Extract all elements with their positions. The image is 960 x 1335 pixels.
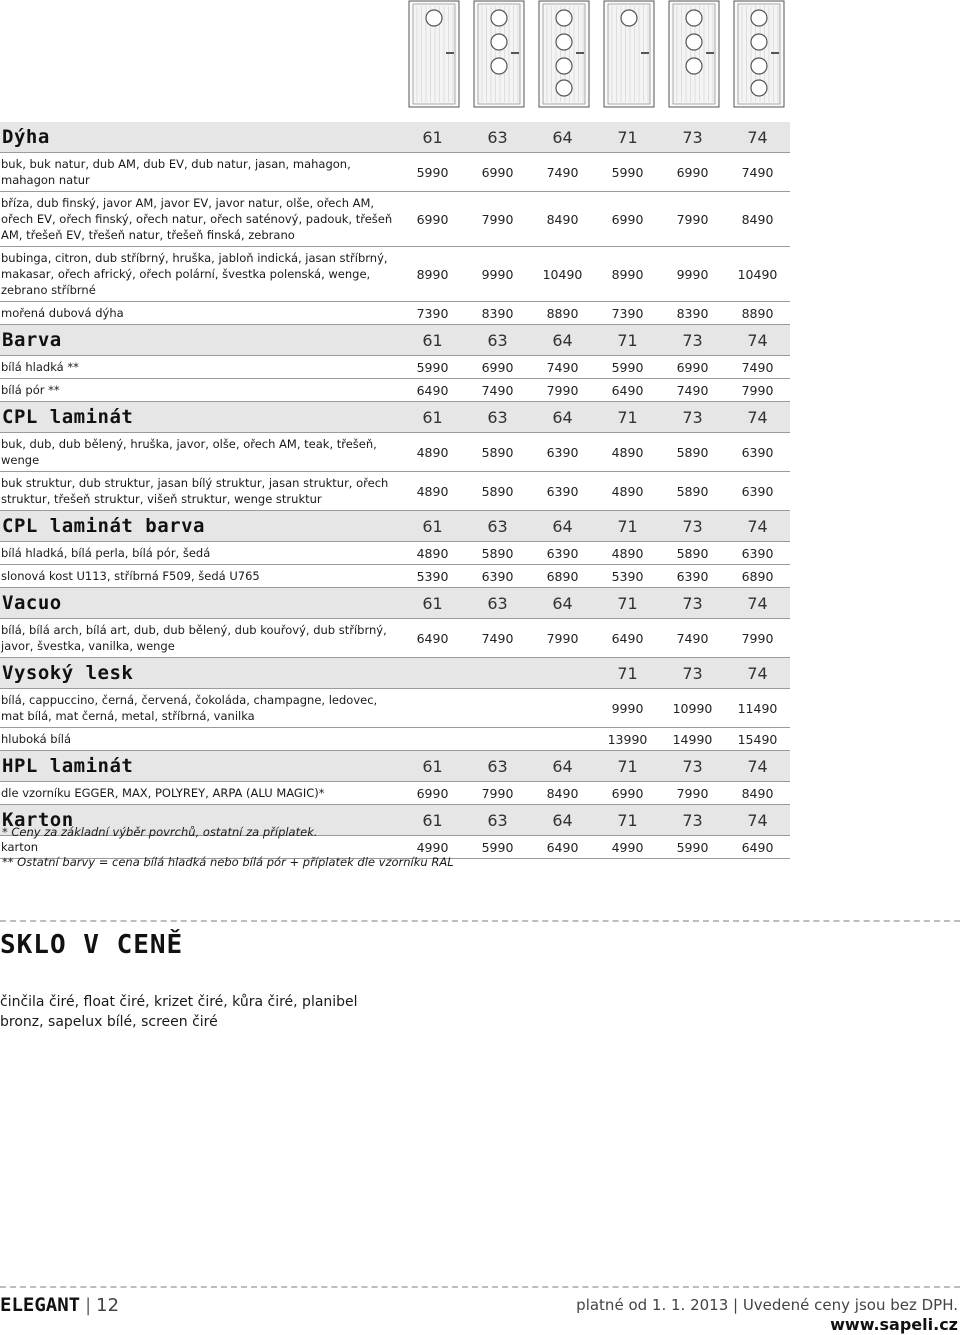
price-cell: 6890 [741, 568, 774, 584]
section-header [0, 658, 790, 689]
price-cell: 6990 [676, 359, 709, 375]
price-row [0, 153, 790, 192]
model-column-header: 61 [422, 756, 443, 776]
section-header [0, 588, 790, 619]
surface-variants: buk, buk natur, dub AM, dub EV, dub natur, jasan, mahagon, mahagon natur [1, 157, 351, 187]
model-column-header: 61 [422, 516, 443, 536]
door-handle [771, 52, 779, 54]
section-header [0, 751, 790, 782]
price-row [0, 379, 790, 402]
model-column-header: 61 [422, 127, 443, 147]
surface-variants: hluboká bílá [1, 732, 72, 746]
glass-title: SKLO V CENĚ [0, 930, 184, 960]
price-cell: 11490 [737, 700, 778, 716]
price-cell: 5990 [481, 839, 514, 855]
price-cell: 6490 [416, 382, 449, 398]
porthole-window [556, 80, 572, 96]
porthole-window [751, 34, 767, 50]
model-column-header: 71 [617, 407, 638, 427]
price-cell: 8990 [416, 266, 449, 282]
porthole-window [491, 34, 507, 50]
surface-variants: mořená dubová dýha [1, 306, 124, 320]
model-column-header: 64 [552, 810, 573, 830]
model-column-header: 73 [682, 407, 703, 427]
price-cell: 8890 [741, 305, 774, 321]
porthole-window [751, 58, 767, 74]
price-cell: 6390 [741, 483, 774, 499]
door-illustrations [400, 0, 790, 110]
price-cell: 8890 [546, 305, 579, 321]
price-cell: 9990 [481, 266, 514, 282]
price-cell: 6390 [481, 568, 514, 584]
surface-variants: buk, dub, dub bělený, hruška, javor, olše, ořech AM, teak, třešeň, wenge [1, 437, 377, 467]
model-column-header: 61 [422, 407, 443, 427]
door-model-71-icon [603, 0, 655, 108]
price-cell: 5390 [416, 568, 449, 584]
price-cell: 8390 [481, 305, 514, 321]
price-cell: 6990 [481, 359, 514, 375]
model-column-header [465, 664, 530, 683]
price-cell: 8990 [611, 266, 644, 282]
price-cell: 7490 [741, 359, 774, 375]
porthole-window [751, 80, 767, 96]
price-cell: 6490 [416, 630, 449, 646]
price-cell: 7390 [416, 305, 449, 321]
price-cell: 6990 [416, 785, 449, 801]
surface-variants: slonová kost U113, stříbrná F509, šedá U765 [1, 569, 260, 583]
price-cell: 6890 [546, 568, 579, 584]
price-cell: 9990 [676, 266, 709, 282]
price-row [0, 689, 790, 728]
price-cell: 5990 [416, 164, 449, 180]
model-column-header: 63 [487, 593, 508, 613]
model-column-header: 63 [487, 127, 508, 147]
price-cell: 7490 [546, 359, 579, 375]
price-cell: 6390 [676, 568, 709, 584]
model-column-header: 61 [422, 593, 443, 613]
porthole-window [426, 10, 442, 26]
porthole-window [491, 58, 507, 74]
model-column-header: 74 [747, 756, 768, 776]
price-cell: 7990 [546, 382, 579, 398]
section-title: Barva [2, 329, 62, 351]
model-column-header: 71 [617, 127, 638, 147]
model-column-header: 64 [552, 330, 573, 350]
model-column-header: 63 [487, 516, 508, 536]
model-column-header: 74 [747, 407, 768, 427]
surface-variants: bílá hladká, bílá perla, bílá pór, šedá [1, 546, 211, 560]
model-column-header: 71 [617, 663, 638, 683]
surface-variants: buk struktur, dub struktur, jasan bílý struktur, jasan struktur, ořech struktur, třešeň struktur, višeň struktur, wenge struktur [1, 476, 389, 506]
porthole-window [686, 10, 702, 26]
price-cell: 5990 [416, 359, 449, 375]
price-cell: 6390 [546, 483, 579, 499]
section-title: Dýha [2, 126, 50, 148]
price-cell: 5890 [481, 483, 514, 499]
door-model-74-icon [733, 0, 785, 108]
model-column-header: 74 [747, 516, 768, 536]
footnotes [0, 825, 454, 885]
door-handle [511, 52, 519, 54]
price-cell: 7990 [481, 785, 514, 801]
price-cell: 5890 [676, 444, 709, 460]
model-column-header: 71 [617, 593, 638, 613]
porthole-window [556, 34, 572, 50]
price-cell: 8490 [546, 211, 579, 227]
price-cell: 6490 [611, 382, 644, 398]
price-cell: 4890 [611, 545, 644, 561]
model-column-header: 63 [487, 810, 508, 830]
model-column-header: 73 [682, 516, 703, 536]
price-cell: 7990 [546, 630, 579, 646]
price-cell: 6990 [611, 211, 644, 227]
section-title: CPL laminát barva [2, 515, 205, 537]
surface-variants: karton [1, 840, 39, 854]
model-column-header: 64 [552, 756, 573, 776]
price-cell: 7990 [741, 382, 774, 398]
surface-variants: bříza, dub finský, javor AM, javor EV, javor natur, olše, ořech AM, ořech EV, ořech finský, ořech natur, ořech saténový, padouk, třešeň AM, třešeň EV, třešeň natur, třešeň finská, zebrano [1, 196, 393, 242]
price-cell: 8490 [741, 211, 774, 227]
price-cell: 5990 [611, 164, 644, 180]
model-column-header: 71 [617, 810, 638, 830]
model-column-header: 61 [422, 330, 443, 350]
model-column-header: 73 [682, 756, 703, 776]
model-column-header: 71 [617, 330, 638, 350]
surface-variants: bílá, cappuccino, černá, červená, čokoláda, champagne, ledovec, mat bílá, mat černá, metal, stříbrná, vanilka [1, 693, 378, 723]
model-column-header [400, 664, 465, 683]
price-cell: 4890 [416, 444, 449, 460]
price-cell: 10490 [542, 266, 583, 282]
price-row [0, 619, 790, 658]
price-cell: 4890 [416, 483, 449, 499]
price-cell: 5890 [481, 444, 514, 460]
price-cell: 5990 [676, 839, 709, 855]
model-column-header: 64 [552, 407, 573, 427]
porthole-window [751, 10, 767, 26]
surface-variants: bílá, bílá arch, bílá art, dub, dub bělený, dub kouřový, dub stříbrný, javor, švestka, vanilka, wenge [1, 623, 387, 653]
price-cell: 7490 [676, 630, 709, 646]
section-title: HPL laminát [2, 755, 134, 777]
section-header [0, 402, 790, 433]
price-cell: 8390 [676, 305, 709, 321]
model-column-header: 71 [617, 516, 638, 536]
price-cell: 4990 [611, 839, 644, 855]
model-column-header: 73 [682, 330, 703, 350]
price-cell: 5390 [611, 568, 644, 584]
price-row [0, 192, 790, 247]
price-cell: 7990 [481, 211, 514, 227]
price-cell: 7390 [611, 305, 644, 321]
model-column-header: 71 [617, 756, 638, 776]
price-cell: 4890 [416, 545, 449, 561]
brand-separator: | [85, 1294, 92, 1316]
price-cell: 8490 [741, 785, 774, 801]
brand-name: ELEGANT [0, 1294, 81, 1316]
model-column-header: 73 [682, 810, 703, 830]
price-cell: 6990 [611, 785, 644, 801]
price-cell: 10990 [672, 700, 713, 716]
model-column-header: 74 [747, 593, 768, 613]
price-cell: 15490 [737, 731, 778, 747]
price-cell: 14990 [672, 731, 713, 747]
door-model-61-icon [408, 0, 460, 108]
door-model-64-icon [538, 0, 590, 108]
price-cell: 5990 [611, 359, 644, 375]
price-validity-note: platné od 1. 1. 2013 | Uvedené ceny jsou bez DPH. [576, 1296, 958, 1314]
price-cell: 5890 [676, 483, 709, 499]
price-row [0, 302, 790, 325]
price-cell: 6490 [546, 839, 579, 855]
porthole-window [686, 58, 702, 74]
model-column-header [530, 664, 595, 683]
footer-brand [0, 1294, 119, 1316]
price-cell: 4890 [611, 444, 644, 460]
price-cell: 4890 [611, 483, 644, 499]
price-cell: 6390 [741, 444, 774, 460]
price-cell: 6390 [741, 545, 774, 561]
surface-variants: bílá hladká ** [1, 360, 79, 374]
porthole-window [556, 10, 572, 26]
page-number: 12 [96, 1294, 120, 1316]
door-model-73-icon [668, 0, 720, 108]
price-cell: 7990 [676, 785, 709, 801]
website-link[interactable]: www.sapeli.cz [830, 1315, 958, 1334]
footer-divider [0, 1286, 960, 1288]
porthole-window [491, 10, 507, 26]
model-column-header: 74 [747, 330, 768, 350]
model-column-header: 61 [422, 810, 443, 830]
price-cell: 7990 [741, 630, 774, 646]
price-cell: 9990 [611, 700, 644, 716]
model-column-header: 73 [682, 663, 703, 683]
price-row [0, 728, 790, 751]
price-cell: 6490 [611, 630, 644, 646]
price-cell: 7490 [741, 164, 774, 180]
price-cell: 5890 [481, 545, 514, 561]
price-row [0, 565, 790, 588]
price-cell: 6390 [546, 545, 579, 561]
price-row [0, 472, 790, 511]
porthole-window [621, 10, 637, 26]
price-cell: 7490 [676, 382, 709, 398]
price-cell: 6490 [741, 839, 774, 855]
price-cell: 7990 [676, 211, 709, 227]
price-cell: 13990 [607, 731, 648, 747]
surface-variants: dle vzorníku EGGER, MAX, POLYREY, ARPA (ALU MAGIC)* [1, 786, 325, 800]
model-column-header: 64 [552, 516, 573, 536]
price-cell: 6990 [481, 164, 514, 180]
price-cell: 4990 [416, 839, 449, 855]
section-header [0, 122, 790, 153]
price-cell: 6390 [546, 444, 579, 460]
price-cell: 5890 [676, 545, 709, 561]
section-title: Karton [2, 809, 74, 831]
price-cell: 6990 [416, 211, 449, 227]
price-row [0, 247, 790, 302]
porthole-window [556, 58, 572, 74]
surface-variants: bílá pór ** [1, 383, 60, 397]
model-column-header: 64 [552, 127, 573, 147]
price-row [0, 782, 790, 805]
model-column-header: 64 [552, 593, 573, 613]
price-row [0, 542, 790, 565]
model-column-header: 63 [487, 330, 508, 350]
section-header [0, 511, 790, 542]
footnote-1: * Ceny za základní výběr povrchů, ostatní za příplatek. [2, 825, 318, 839]
price-cell: 10490 [737, 266, 778, 282]
price-cell: 8490 [546, 785, 579, 801]
model-column-header: 74 [747, 810, 768, 830]
price-row [0, 356, 790, 379]
model-column-header: 63 [487, 756, 508, 776]
glass-description: činčila čiré, float čiré, krizet čiré, kůra čiré, planibel bronz, sapelux bílé, screen čiré [0, 994, 358, 1030]
footnote-2: ** Ostatní barvy = cena bílá hladká nebo bílá pór + příplatek dle vzorníku RAL [2, 855, 454, 869]
section-title: Vysoký lesk [2, 662, 134, 684]
door-handle [576, 52, 584, 54]
door-handle [641, 52, 649, 54]
door-handle [706, 52, 714, 54]
section-title: CPL laminát [2, 406, 134, 428]
surface-variants: bubinga, citron, dub stříbrný, hruška, jabloň indická, jasan stříbrný, makasar, ořech africký, ořech polární, švestka polenská, wenge, zebrano stříbrné [1, 251, 388, 297]
door-handle [446, 52, 454, 54]
price-table [0, 122, 790, 859]
model-column-header: 74 [747, 663, 768, 683]
model-column-header: 73 [682, 593, 703, 613]
price-row [0, 433, 790, 472]
price-cell: 7490 [481, 382, 514, 398]
model-column-header: 63 [487, 407, 508, 427]
section-divider [0, 920, 960, 922]
model-column-header: 73 [682, 127, 703, 147]
section-title: Vacuo [2, 592, 62, 614]
model-column-header: 74 [747, 127, 768, 147]
price-cell: 7490 [546, 164, 579, 180]
price-cell: 6990 [676, 164, 709, 180]
section-header [0, 325, 790, 356]
door-model-63-icon [473, 0, 525, 108]
price-cell: 7490 [481, 630, 514, 646]
porthole-window [686, 34, 702, 50]
